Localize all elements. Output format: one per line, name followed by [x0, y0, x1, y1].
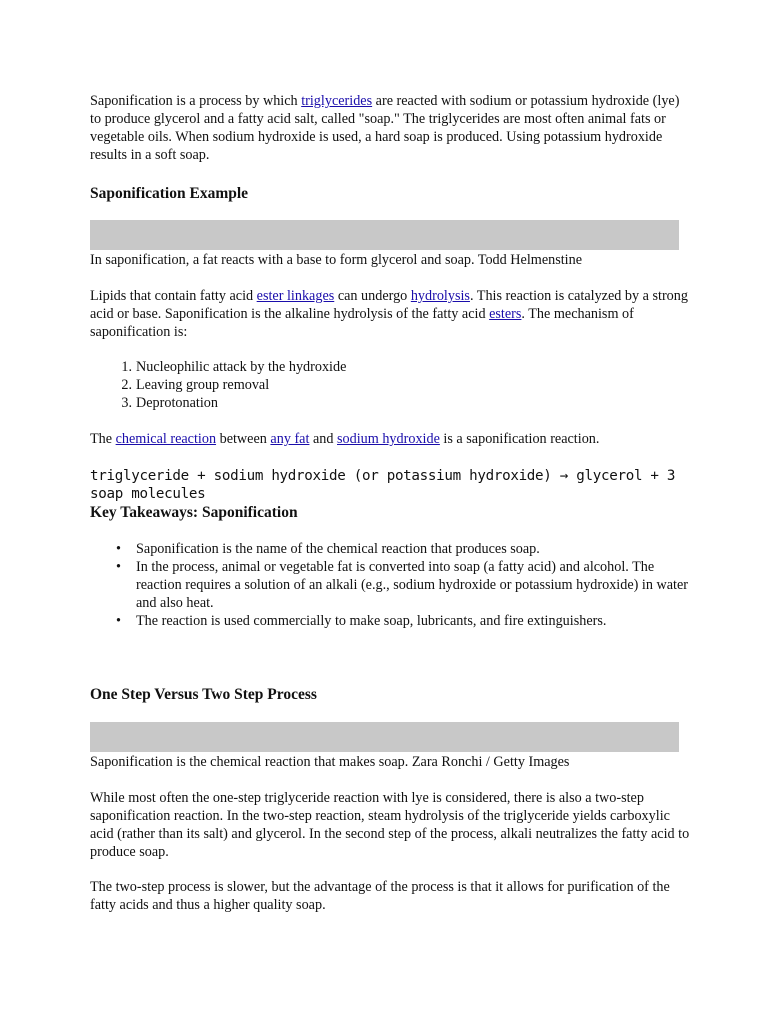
list-item — [90, 358, 690, 376]
mechanism-list — [90, 358, 690, 412]
list-item-text: The reaction is used commercially to make soap, lubricants, and fire extinguishers. — [136, 613, 607, 629]
intro-text-cont: are reacted with sodium or potassium hydroxide (lye) to produce glycerol and a fatty acid salt, called "soap." The triglycerides are most often animal fats or vegetable oils. When sodium hydroxide is used, a hard soap is produced. Using potassium hydroxide results in a soft soap. — [90, 93, 680, 163]
key-takeaways-heading: Key Takeaways: Saponification — [90, 504, 298, 521]
reaction-text: between — [216, 431, 271, 447]
takeaways-list — [90, 540, 690, 630]
reaction-text: and — [309, 431, 338, 447]
hydrolysis-link[interactable]: hydrolysis — [410, 288, 470, 304]
list-item-text: Leaving group removal — [136, 377, 270, 393]
lipids-text: . The mechanism of saponification is: — [90, 306, 634, 340]
list-item — [90, 394, 690, 412]
chemical-reaction-link[interactable]: chemical reaction — [115, 431, 217, 447]
list-item-text: Saponification is the name of the chemical reaction that produces soap. — [136, 541, 540, 557]
reaction-equation: triglyceride + sodium hydroxide (or potassium hydroxide) → glycerol + 3 soap molecules — [90, 468, 676, 502]
example-image-placeholder — [90, 220, 679, 250]
bullet-icon: • — [116, 559, 121, 575]
list-number: 1. — [121, 359, 132, 375]
example-caption: In saponification, a fat reacts with a base to form glycerol and soap. Todd Helmenstine — [90, 252, 583, 268]
bullet-icon: • — [116, 541, 121, 557]
ester-linkages-link[interactable]: ester linkages — [256, 288, 335, 304]
list-item-text: Deprotonation — [136, 395, 218, 411]
two-step-paragraph: While most often the one-step triglyceride reaction with lye is considered, there is also a two-step saponification reaction. In the two-step reaction, steam hydrolysis of the triglyceride yields carboxylic acid (rather than its salt) and glycerol. In the second step of the process, alkali neutralizes the fatty acid to produce soap. — [90, 790, 690, 860]
any-fat-link[interactable]: any fat — [270, 431, 310, 447]
process-image-placeholder — [90, 722, 679, 752]
process-caption: Saponification is the chemical reaction that makes soap. Zara Ronchi / Getty Images — [90, 754, 570, 770]
intro-paragraph — [90, 92, 690, 164]
lipids-text: can undergo — [334, 288, 411, 304]
lipids-paragraph — [90, 287, 690, 341]
list-item — [90, 376, 690, 394]
triglycerides-link[interactable]: triglycerides — [301, 93, 373, 109]
list-number: 3. — [121, 395, 132, 411]
reaction-text: The — [90, 431, 116, 447]
sodium-hydroxide-link[interactable]: sodium hydroxide — [337, 431, 440, 447]
advantage-paragraph: The two-step process is slower, but the advantage of the process is that it allows for purification of the fatty acids and thus a higher quality soap. — [90, 879, 670, 913]
list-item — [90, 612, 690, 630]
list-item-text: Nucleophilic attack by the hydroxide — [136, 359, 347, 375]
bullet-icon: • — [116, 613, 121, 629]
saponification-example-heading: Saponification Example — [90, 185, 249, 202]
reaction-paragraph — [90, 430, 690, 448]
intro-text: Saponification is a process by which — [90, 93, 302, 109]
list-item-text: In the process, animal or vegetable fat is converted into soap (a fatty acid) and alcohol. The reaction requires a solution of an alkali (e.g., sodium hydroxide or potassium hydroxide) in water and also heat. — [136, 559, 688, 611]
one-step-vs-two-step-heading: One Step Versus Two Step Process — [90, 686, 317, 703]
list-item — [90, 540, 690, 558]
esters-link[interactable]: esters — [489, 306, 522, 322]
lipids-text: . This reaction is catalyzed by a strong acid or base. Saponification is the alkaline hydrolysis of the fatty acid — [90, 288, 688, 322]
lipids-text: Lipids that contain fatty acid — [90, 288, 257, 304]
reaction-text: is a saponification reaction. — [439, 431, 600, 447]
list-number: 2. — [121, 377, 132, 393]
list-item — [90, 558, 690, 612]
